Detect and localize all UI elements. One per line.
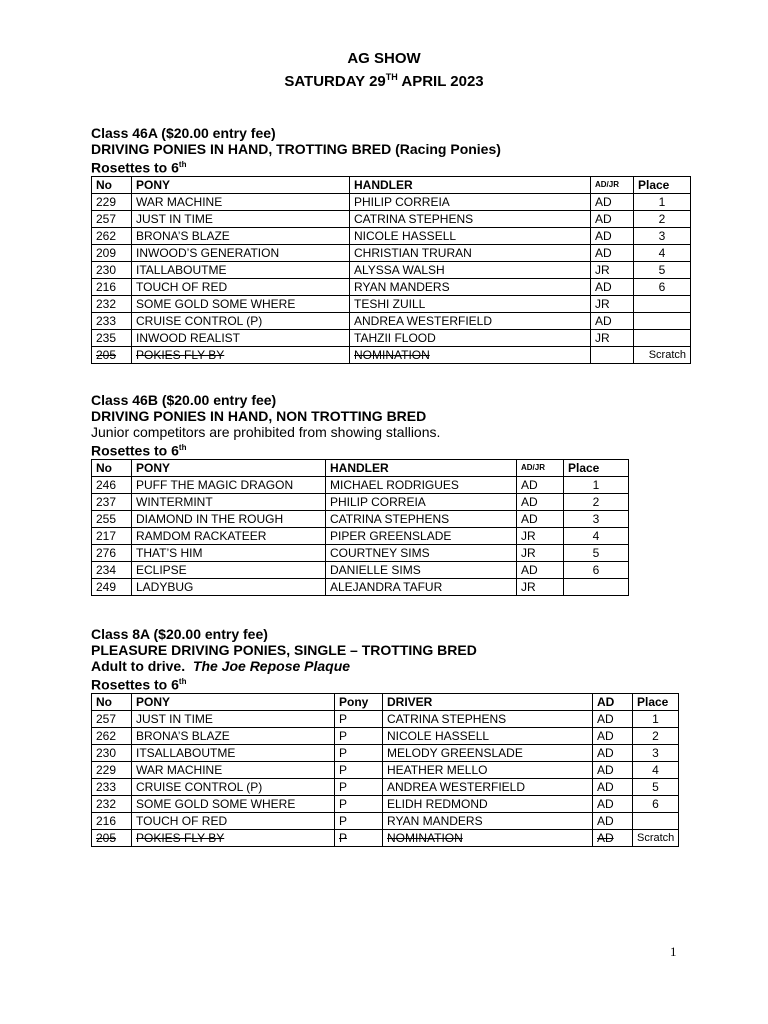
class-46b-note: Junior competitors are prohibited from showing stallions. xyxy=(91,424,441,440)
date-text-end: APRIL 2023 xyxy=(397,73,484,90)
column-header: PONY xyxy=(132,693,335,710)
class-46a-title: Class 46A ($20.00 entry fee) xyxy=(91,125,276,141)
table-row xyxy=(92,295,691,312)
table-cell: JR xyxy=(591,329,634,346)
plaque-text: The Joe Repose Plaque xyxy=(192,658,351,674)
table-cell: NICOLE HASSELL xyxy=(350,227,591,244)
table-cell: 257 xyxy=(92,210,132,227)
document-date xyxy=(0,72,768,90)
table-row xyxy=(92,312,691,329)
table-cell: ANDREA WESTERFIELD xyxy=(383,778,593,795)
table-row xyxy=(92,527,629,544)
table-cell: ELIDH REDMOND xyxy=(383,795,593,812)
table-cell: RYAN MANDERS xyxy=(383,812,593,829)
table-cell: ANDREA WESTERFIELD xyxy=(350,312,591,329)
table-cell: 217 xyxy=(92,527,132,544)
table-cell: SOME GOLD SOME WHERE xyxy=(132,795,335,812)
table-cell: P xyxy=(335,812,383,829)
table-cell: 5 xyxy=(634,261,691,278)
table-cell: TAHZII FLOOD xyxy=(350,329,591,346)
table-cell: HEATHER MELLO xyxy=(383,761,593,778)
table-cell: BRONA’S BLAZE xyxy=(132,727,335,744)
table-cell: 233 xyxy=(92,312,132,329)
table-cell: TOUCH OF RED xyxy=(132,278,350,295)
class-8a-table xyxy=(91,693,679,847)
table-cell: AD xyxy=(593,761,633,778)
class-46a-section xyxy=(91,125,691,364)
table-cell: 246 xyxy=(92,476,132,493)
table-row xyxy=(92,744,679,761)
table-cell: 229 xyxy=(92,761,132,778)
page-number: 1 xyxy=(670,944,677,959)
table-cell: 2 xyxy=(633,727,679,744)
table-cell: 209 xyxy=(92,244,132,261)
column-header: PONY xyxy=(132,459,326,476)
table-row xyxy=(92,778,679,795)
table-row xyxy=(92,510,629,527)
table-cell: AD xyxy=(593,829,633,846)
table-cell: ALEJANDRA TAFUR xyxy=(326,578,517,595)
table-cell xyxy=(634,295,691,312)
rosettes-suffix: th xyxy=(178,160,187,169)
document-title: AG SHOW xyxy=(347,50,421,67)
table-cell: 216 xyxy=(92,812,132,829)
table-row xyxy=(92,795,679,812)
table-cell: 4 xyxy=(633,761,679,778)
table-cell: 255 xyxy=(92,510,132,527)
table-cell: WINTERMINT xyxy=(132,493,326,510)
table-cell: 262 xyxy=(92,727,132,744)
class-8a-title: Class 8A ($20.00 entry fee) xyxy=(91,626,268,642)
rosettes-text: Rosettes to 6 xyxy=(91,159,179,176)
class-46b-title: Class 46B ($20.00 entry fee) xyxy=(91,392,277,408)
table-cell: 230 xyxy=(92,261,132,278)
table-cell: 6 xyxy=(564,561,629,578)
table-cell: AD xyxy=(517,510,564,527)
table-cell: CATRINA STEPHENS xyxy=(326,510,517,527)
table-row xyxy=(92,710,679,727)
table-cell: DANIELLE SIMS xyxy=(326,561,517,578)
table-cell: P xyxy=(335,744,383,761)
table-row xyxy=(92,261,691,278)
table-cell: JR xyxy=(591,295,634,312)
class-46a-rosettes xyxy=(91,157,691,176)
table-cell: 2 xyxy=(634,210,691,227)
table-cell: BRONA’S BLAZE xyxy=(132,227,350,244)
table-cell: 3 xyxy=(634,227,691,244)
column-header: HANDLER xyxy=(326,459,517,476)
table-cell: CATRINA STEPHENS xyxy=(350,210,591,227)
table-cell: RYAN MANDERS xyxy=(350,278,591,295)
class-8a-subtitle: PLEASURE DRIVING PONIES, SINGLE – TROTTING BRED xyxy=(91,642,477,658)
column-header: AD xyxy=(593,693,633,710)
table-cell: AD xyxy=(591,244,634,261)
column-header: AD/JR xyxy=(591,176,634,193)
table-cell: AD xyxy=(591,210,634,227)
table-cell: WAR MACHINE xyxy=(132,761,335,778)
table-cell: TESHI ZUILL xyxy=(350,295,591,312)
column-header: No xyxy=(92,693,132,710)
table-cell: Scratch xyxy=(633,829,679,846)
table-cell: 249 xyxy=(92,578,132,595)
table-cell: CHRISTIAN TRURAN xyxy=(350,244,591,261)
table-cell: AD xyxy=(517,493,564,510)
table-cell: 4 xyxy=(634,244,691,261)
table-cell: LADYBUG xyxy=(132,578,326,595)
column-header: No xyxy=(92,176,132,193)
table-row xyxy=(92,829,679,846)
rosettes-suffix: th xyxy=(178,443,187,452)
class-8a-section xyxy=(91,626,679,847)
table-cell: JUST IN TIME xyxy=(132,710,335,727)
class-8a-rosettes xyxy=(91,674,679,693)
table-row xyxy=(92,812,679,829)
class-46b-section xyxy=(91,392,629,596)
table-row xyxy=(92,193,691,210)
table-cell: 1 xyxy=(634,193,691,210)
column-header: Place xyxy=(564,459,629,476)
table-cell: POKIES FLY BY xyxy=(132,829,335,846)
table-cell: AD xyxy=(591,278,634,295)
table-row xyxy=(92,578,629,595)
table-cell: P xyxy=(335,710,383,727)
table-cell: COURTNEY SIMS xyxy=(326,544,517,561)
class-46a-subtitle xyxy=(91,141,691,157)
table-cell: 232 xyxy=(92,795,132,812)
table-cell: 5 xyxy=(633,778,679,795)
column-header: Place xyxy=(633,693,679,710)
column-header: AD/JR xyxy=(517,459,564,476)
table-cell: 216 xyxy=(92,278,132,295)
table-cell xyxy=(564,578,629,595)
table-row xyxy=(92,476,629,493)
table-cell xyxy=(633,812,679,829)
table-cell: NOMINATION xyxy=(383,829,593,846)
table-cell: PHILIP CORREIA xyxy=(326,493,517,510)
class-46b-subtitle: DRIVING PONIES IN HAND, NON TROTTING BRED xyxy=(91,408,427,424)
table-cell: 2 xyxy=(564,493,629,510)
table-row xyxy=(92,329,691,346)
table-cell: 257 xyxy=(92,710,132,727)
table-row xyxy=(92,544,629,561)
table-cell: CATRINA STEPHENS xyxy=(383,710,593,727)
table-cell: ITALLABOUTME xyxy=(132,261,350,278)
table-row xyxy=(92,278,691,295)
rosettes-suffix: th xyxy=(178,677,187,686)
table-header-row xyxy=(92,693,679,710)
table-row xyxy=(92,346,691,363)
table-cell: 3 xyxy=(633,744,679,761)
table-cell: AD xyxy=(593,795,633,812)
table-cell: Scratch xyxy=(634,346,691,363)
table-cell: NOMINATION xyxy=(350,346,591,363)
table-cell: P xyxy=(335,829,383,846)
table-cell: INWOOD REALIST xyxy=(132,329,350,346)
table-cell: JR xyxy=(517,578,564,595)
table-cell: JR xyxy=(591,261,634,278)
table-cell: 3 xyxy=(564,510,629,527)
table-cell: 237 xyxy=(92,493,132,510)
table-cell: P xyxy=(335,761,383,778)
rosettes-text: Rosettes to 6 xyxy=(91,676,179,693)
table-cell: 233 xyxy=(92,778,132,795)
table-cell: P xyxy=(335,727,383,744)
table-cell: 6 xyxy=(634,278,691,295)
date-text: SATURDAY 29 xyxy=(284,73,386,90)
table-cell: 1 xyxy=(564,476,629,493)
table-cell: 5 xyxy=(564,544,629,561)
column-header: PONY xyxy=(132,176,350,193)
table-cell: 1 xyxy=(633,710,679,727)
table-row xyxy=(92,727,679,744)
table-cell: AD xyxy=(517,476,564,493)
table-cell: 234 xyxy=(92,561,132,578)
column-header: DRIVER xyxy=(383,693,593,710)
class-46b-table xyxy=(91,459,629,596)
table-cell: 230 xyxy=(92,744,132,761)
table-cell: AD xyxy=(593,710,633,727)
table-cell: PUFF THE MAGIC DRAGON xyxy=(132,476,326,493)
table-cell: POKIES FLY BY xyxy=(132,346,350,363)
table-header-row xyxy=(92,459,629,476)
table-cell: ITSALLABOUTME xyxy=(132,744,335,761)
table-cell xyxy=(634,329,691,346)
column-header: Pony xyxy=(335,693,383,710)
table-cell: 205 xyxy=(92,346,132,363)
table-cell: CRUISE CONTROL (P) xyxy=(132,312,350,329)
subtitle-bold: DRIVING PONIES IN HAND, TROTTING BRED xyxy=(91,141,392,157)
table-cell: 4 xyxy=(564,527,629,544)
table-cell: AD xyxy=(591,312,634,329)
table-cell: DIAMOND IN THE ROUGH xyxy=(132,510,326,527)
table-cell: JR xyxy=(517,527,564,544)
table-cell: AD xyxy=(593,778,633,795)
column-header: No xyxy=(92,459,132,476)
table-cell: TOUCH OF RED xyxy=(132,812,335,829)
table-cell: 232 xyxy=(92,295,132,312)
table-cell: AD xyxy=(593,727,633,744)
table-cell: PHILIP CORREIA xyxy=(350,193,591,210)
rosettes-text: Rosettes to 6 xyxy=(91,442,179,459)
subtitle-extra: (Racing Ponies) xyxy=(391,141,501,157)
table-cell: P xyxy=(335,778,383,795)
table-row xyxy=(92,227,691,244)
table-cell: WAR MACHINE xyxy=(132,193,350,210)
table-row xyxy=(92,493,629,510)
table-cell: 276 xyxy=(92,544,132,561)
table-cell xyxy=(591,346,634,363)
table-header-row xyxy=(92,176,691,193)
table-cell: PIPER GREENSLADE xyxy=(326,527,517,544)
table-cell: 205 xyxy=(92,829,132,846)
table-cell: JUST IN TIME xyxy=(132,210,350,227)
column-header: Place xyxy=(634,176,691,193)
table-cell: AD xyxy=(593,744,633,761)
table-cell: THAT’S HIM xyxy=(132,544,326,561)
class-8a-adult-note: Adult to drive. The Joe Repose Plaque xyxy=(91,658,351,674)
table-cell: MELODY GREENSLADE xyxy=(383,744,593,761)
table-cell: 229 xyxy=(92,193,132,210)
table-cell: SOME GOLD SOME WHERE xyxy=(132,295,350,312)
table-cell: AD xyxy=(591,227,634,244)
table-row xyxy=(92,244,691,261)
table-cell: CRUISE CONTROL (P) xyxy=(132,778,335,795)
table-cell: 262 xyxy=(92,227,132,244)
table-cell: NICOLE HASSELL xyxy=(383,727,593,744)
table-cell: AD xyxy=(591,193,634,210)
table-cell: MICHAEL RODRIGUES xyxy=(326,476,517,493)
table-cell: RAMDOM RACKATEER xyxy=(132,527,326,544)
table-row xyxy=(92,761,679,778)
date-suffix: TH xyxy=(385,72,398,82)
adult-text: Adult to drive xyxy=(91,658,182,674)
table-cell: P xyxy=(335,795,383,812)
table-row xyxy=(92,210,691,227)
class-46b-rosettes xyxy=(91,440,629,459)
column-header: HANDLER xyxy=(350,176,591,193)
table-cell: ALYSSA WALSH xyxy=(350,261,591,278)
class-46a-table xyxy=(91,176,691,364)
table-cell xyxy=(634,312,691,329)
table-cell: AD xyxy=(593,812,633,829)
table-row xyxy=(92,561,629,578)
table-cell: 235 xyxy=(92,329,132,346)
table-cell: JR xyxy=(517,544,564,561)
table-cell: 6 xyxy=(633,795,679,812)
table-cell: ECLIPSE xyxy=(132,561,326,578)
table-cell: INWOOD’S GENERATION xyxy=(132,244,350,261)
table-cell: AD xyxy=(517,561,564,578)
